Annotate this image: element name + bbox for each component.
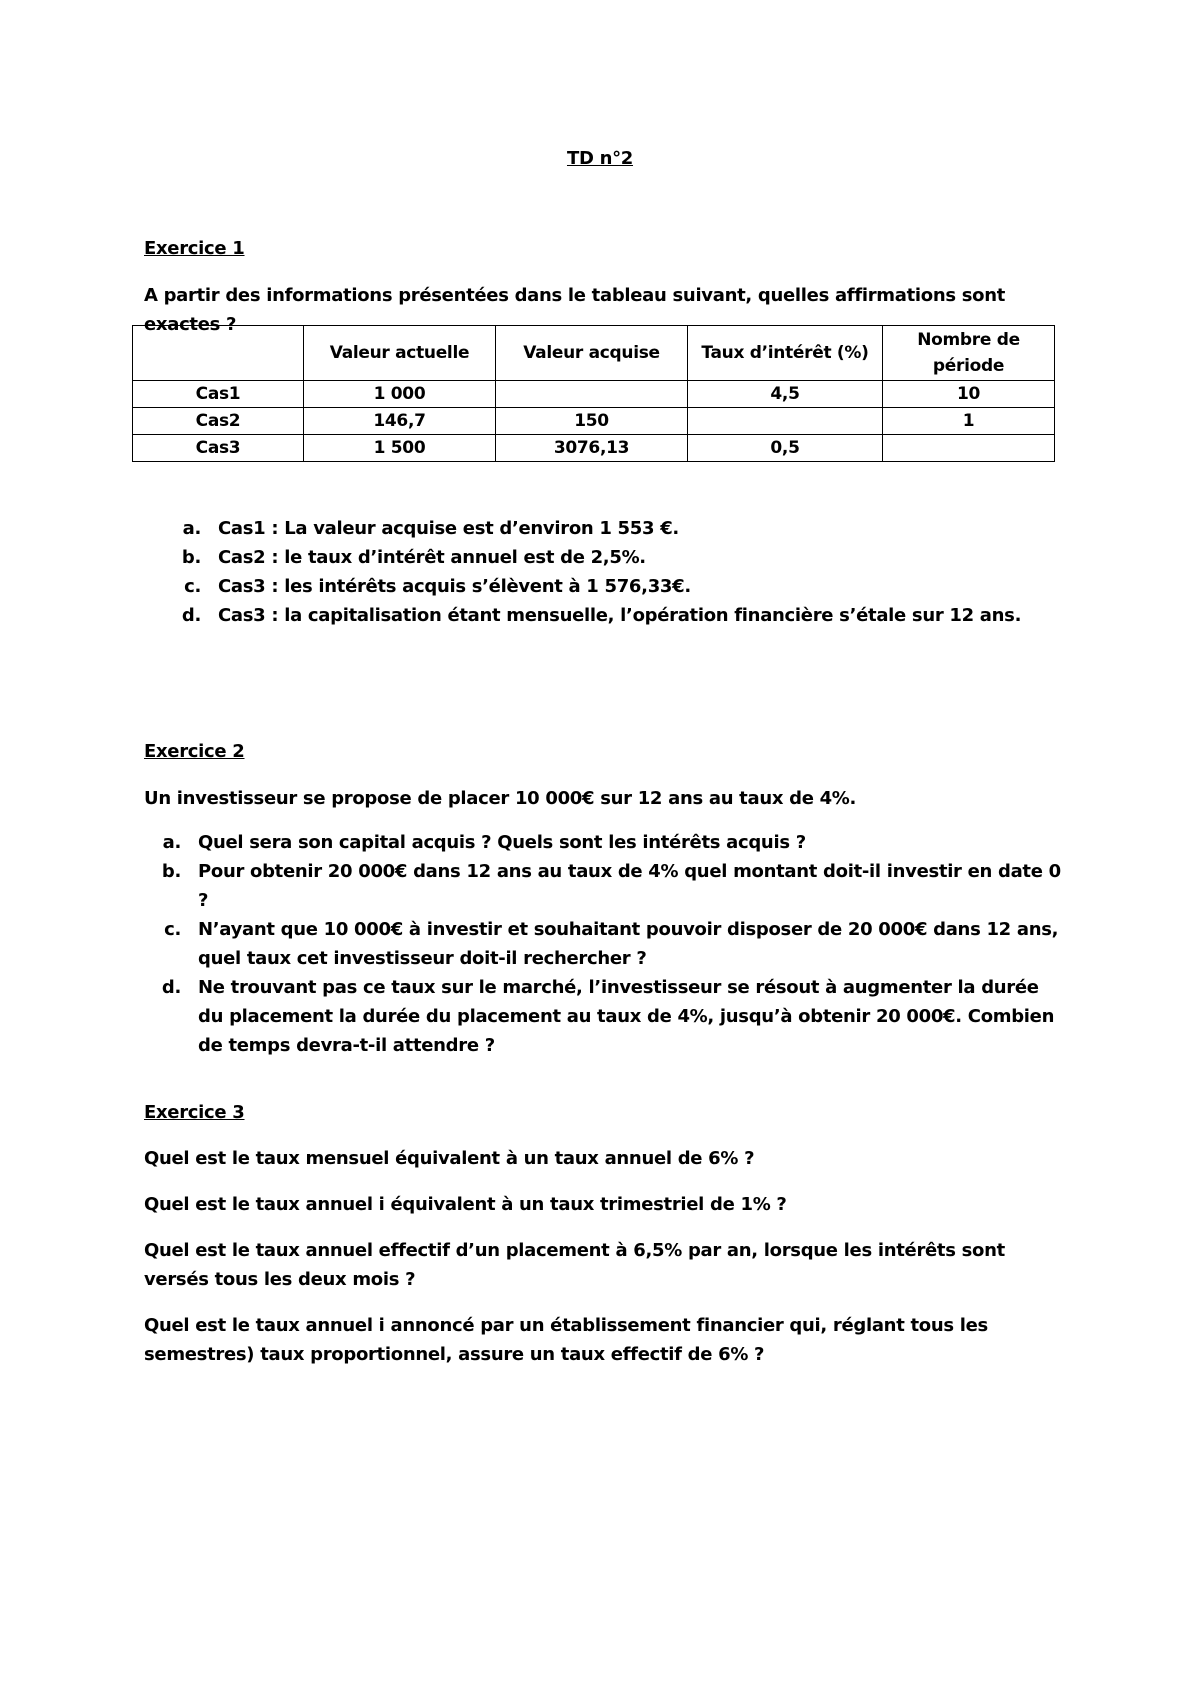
table-cell: 4,5 [688, 381, 883, 408]
list-letter: b. [181, 547, 201, 568]
table-row [133, 435, 1055, 462]
exercise-3-question-2: Quel est le taux annuel i équivalent à un taux trimestriel de 1% ? [144, 1194, 787, 1215]
list-text: Cas3 : les intérêts acquis s’élèvent à 1 576,33€. [218, 576, 691, 597]
list-item [144, 828, 1064, 857]
list-letter: a. [182, 518, 201, 539]
exercise-2-intro: Un investisseur se propose de placer 10 000€ sur 12 ans au taux de 4%. [144, 788, 857, 809]
list-text: N’ayant que 10 000€ à investir et souhaitant pouvoir disposer de 20 000€ dans 12 ans, quel taux cet investisseur doit-il rechercher ? [198, 919, 1059, 969]
table-cell: 1 [883, 408, 1055, 435]
table-cell: Cas2 [133, 408, 304, 435]
table-row [133, 408, 1055, 435]
list-letter: b. [161, 861, 181, 882]
table-cell [496, 381, 688, 408]
table-cell: 1 000 [304, 381, 496, 408]
list-item [144, 915, 1064, 973]
table-header-cell: Valeur actuelle [304, 326, 496, 381]
list-item [144, 973, 1064, 1060]
table-cell: 150 [496, 408, 688, 435]
table-cell: 1 500 [304, 435, 496, 462]
list-text: Quel sera son capital acquis ? Quels sont les intérêts acquis ? [198, 832, 806, 853]
list-letter: d. [161, 977, 181, 998]
exercise-3-heading: Exercice 3 [144, 1102, 245, 1123]
exercise-2-questions [144, 828, 1064, 1060]
list-text: Cas3 : la capitalisation étant mensuelle, l’opération financière s’étale sur 12 ans. [218, 605, 1022, 626]
page-title: TD n°2 [566, 148, 634, 169]
list-item [144, 857, 1064, 915]
list-letter: c. [184, 576, 201, 597]
values-table [132, 325, 1055, 462]
exercise-1-heading: Exercice 1 [144, 238, 245, 259]
table-header-cell: Taux d’intérêt (%) [688, 326, 883, 381]
exercise-1-intro: A partir des informations présentées dans le tableau suivant, quelles affirmations sont exactes ? [144, 285, 1006, 335]
list-text: Pour obtenir 20 000€ dans 12 ans au taux de 4% quel montant doit-il investir en date 0 ? [198, 861, 1061, 911]
list-text: Ne trouvant pas ce taux sur le marché, l’investisseur se résout à augmenter la durée du placement la durée du placement au taux de 4%, jusqu’à obtenir 20 000€. Combien de temps devra-t-il attendre ? [198, 977, 1055, 1056]
list-text: Cas1 : La valeur acquise est d’environ 1 553 €. [218, 518, 679, 539]
exercise-3-question-3: Quel est le taux annuel effectif d’un placement à 6,5% par an, lorsque les intérêts sont versés tous les deux mois ? [144, 1240, 1005, 1290]
table-header-cell [133, 326, 304, 381]
table-cell: 3076,13 [496, 435, 688, 462]
table-row [133, 381, 1055, 408]
table-cell: Cas1 [133, 381, 304, 408]
list-item [144, 543, 1064, 572]
list-letter: d. [181, 605, 201, 626]
list-item [144, 601, 1064, 630]
exercise-3-question-4: Quel est le taux annuel i annoncé par un établissement financier qui, réglant tous les semestres) taux proportionnel, assure un taux effectif de 6% ? [144, 1315, 988, 1365]
table-cell: 0,5 [688, 435, 883, 462]
list-letter: c. [164, 919, 181, 940]
table-cell: Cas3 [133, 435, 304, 462]
exercise-2-heading: Exercice 2 [144, 741, 245, 762]
table-cell: 146,7 [304, 408, 496, 435]
table-cell [883, 435, 1055, 462]
list-item [144, 572, 1064, 601]
list-letter: a. [162, 832, 181, 853]
table-cell [688, 408, 883, 435]
exercise-1-statements [144, 514, 1064, 630]
table-header-cell: Valeur acquise [496, 326, 688, 381]
table-header-row [133, 326, 1055, 381]
exercise-3-question-1: Quel est le taux mensuel équivalent à un taux annuel de 6% ? [144, 1148, 755, 1169]
list-text: Cas2 : le taux d’intérêt annuel est de 2,5%. [218, 547, 646, 568]
list-item [144, 514, 1064, 543]
table-header-cell: Nombre de période [883, 326, 1055, 381]
table-cell: 10 [883, 381, 1055, 408]
